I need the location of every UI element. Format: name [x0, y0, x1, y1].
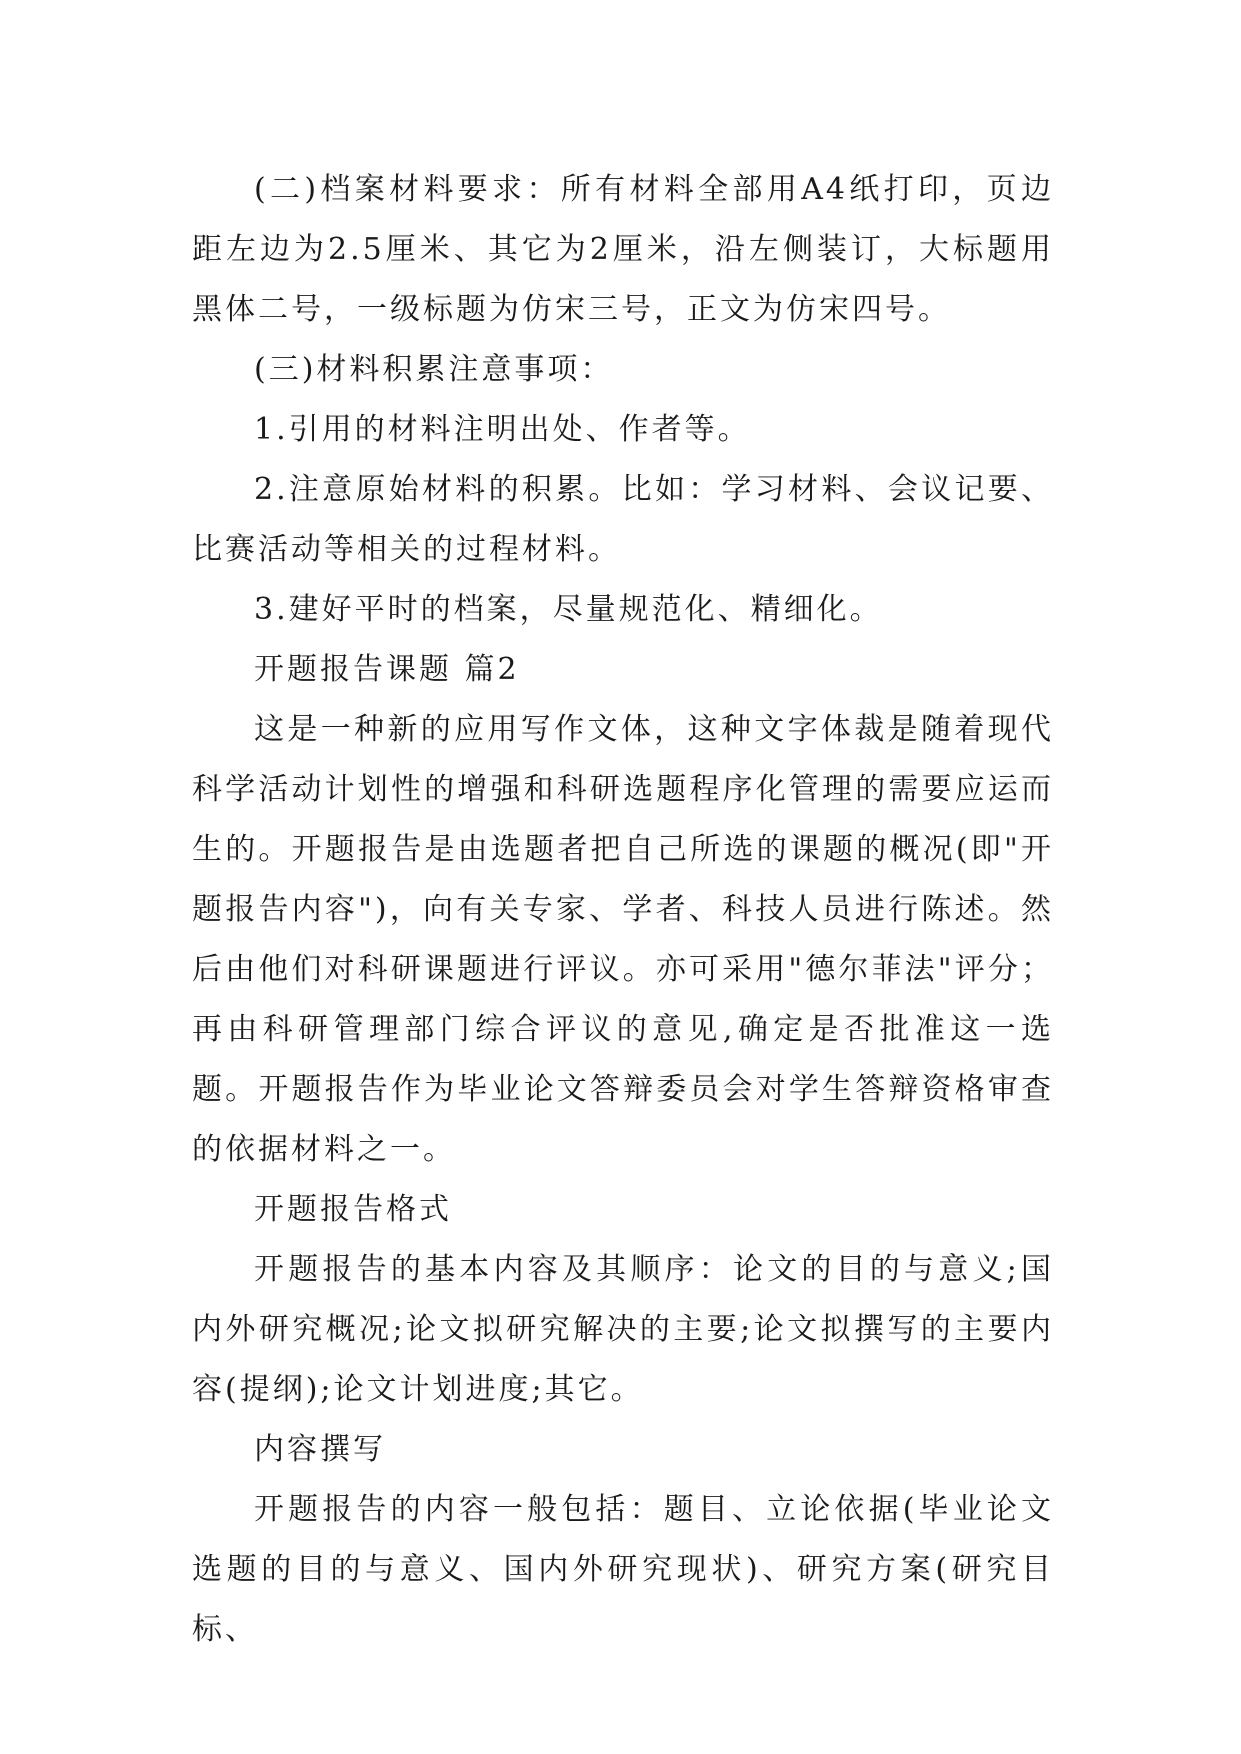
document-body [192, 160, 1054, 1660]
paragraph-accumulation-heading: (三)材料积累注意事项： [254, 352, 614, 387]
paragraph-archive-requirements: (二)档案材料要求：所有材料全部用A4纸打印，页边距左边为2.5厘米、其它为2厘米，沿左侧装订，大标题用黑体二号，一级标题为仿宋三号，正文为仿宋四号。 [192, 172, 1054, 327]
paragraph-item-2: 2.注意原始材料的积累。比如：学习材料、会议记要、比赛活动等相关的过程材料。 [192, 472, 1054, 567]
paragraph-report-format: 开题报告的基本内容及其顺序：论文的目的与意义;国内外研究概况;论文拟研究解决的主要;论文拟撰写的主要内容(提纲);论文计划进度;其它。 [192, 1252, 1054, 1407]
paragraph-item-3: 3.建好平时的档案，尽量规范化、精细化。 [254, 592, 883, 627]
section-heading-report-format: 开题报告格式 [254, 1192, 452, 1227]
section-heading-content-writing: 内容撰写 [254, 1432, 386, 1467]
paragraph-content-writing: 开题报告的内容一般包括：题目、立论依据(毕业论文选题的目的与意义、国内外研究现状)、研究方案(研究目标、 [192, 1492, 1054, 1647]
paragraph-item-1: 1.引用的材料注明出处、作者等。 [254, 412, 751, 447]
section-heading-report-topic: 开题报告课题 篇2 [254, 652, 520, 687]
paragraph-report-intro: 这是一种新的应用写作文体，这种文字体裁是随着现代科学活动计划性的增强和科研选题程序化管理的需要应运而生的。开题报告是由选题者把自己所选的课题的概况(即"开题报告内容")，向有关专家、学者、科技人员进行陈述。然后由他们对科研课题进行评议。亦可采用"德尔菲法"评分；再由科研管理部门综合评议的意见,确定是否批准这一选题。开题报告作为毕业论文答辩委员会对学生答辩资格审查的依据材料之一。 [192, 712, 1054, 1167]
